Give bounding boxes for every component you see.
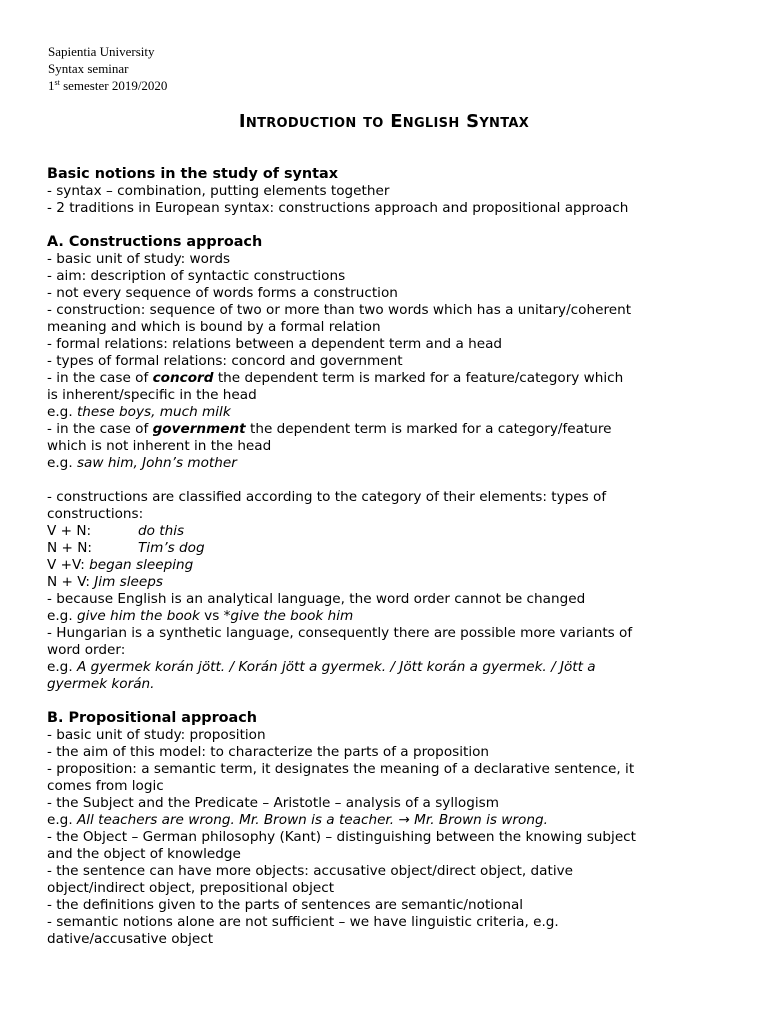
section-heading-b: B. Propositional approach	[47, 710, 258, 726]
document-header	[48, 43, 167, 94]
document-title: Introduction to English Syntax	[238, 111, 530, 132]
section-heading-a: A. Constructions approach	[47, 234, 263, 250]
text-line: - basic unit of study: proposition	[47, 727, 266, 743]
text-line: - 2 traditions in European syntax: constructions approach and propositional approach	[47, 200, 629, 216]
seminar-name: Syntax seminar	[48, 61, 129, 76]
text-line: - in the case of concord the dependent term is marked for a feature/category which	[47, 370, 624, 386]
semester-line: 1st semester 2019/2020	[48, 78, 168, 93]
text-line: - types of formal relations: concord and government	[47, 353, 403, 369]
term-concord: concord	[152, 370, 214, 386]
text-line: - construction: sequence of two or more than two words which has a unitary/coherent	[47, 302, 632, 318]
text-line: comes from logic	[47, 778, 164, 794]
example-line: e.g. A gyermek korán jött. / Korán jött a gyermek. / Jött korán a gyermek. / Jött a	[47, 659, 596, 675]
term-government: government	[152, 421, 246, 437]
example-line: gyermek korán.	[47, 676, 155, 692]
construction-nn: N + N: Tim’s dog	[47, 540, 205, 556]
text-line: object/indirect object, prepositional object	[47, 880, 335, 896]
document-body	[47, 166, 727, 948]
text-line: - the sentence can have more objects: accusative object/direct object, dative	[47, 863, 574, 879]
text-line: - the Subject and the Predicate – Aristotle – analysis of a syllogism	[47, 795, 499, 811]
text-line: - Hungarian is a synthetic language, consequently there are possible more variants of	[47, 625, 633, 641]
construction-vv: V +V: began sleeping	[47, 557, 194, 573]
section-heading-basic: Basic notions in the study of syntax	[47, 166, 339, 182]
text-line: - semantic notions alone are not sufficient – we have linguistic criteria, e.g.	[47, 914, 559, 930]
text-line: is inherent/specific in the head	[47, 387, 257, 403]
text-line: dative/accusative object	[47, 931, 214, 947]
text-line: - syntax – combination, putting elements together	[47, 183, 390, 199]
text-line: - basic unit of study: words	[47, 251, 231, 267]
example-line: e.g. give him the book vs *give the book him	[47, 608, 354, 624]
text-line: - constructions are classified according to the category of their elements: types of	[47, 489, 607, 505]
text-line: - the Object – German philosophy (Kant) – distinguishing between the knowing subject	[47, 829, 636, 845]
text-line: - formal relations: relations between a dependent term and a head	[47, 336, 503, 352]
text-line: - aim: description of syntactic constructions	[47, 268, 346, 284]
construction-vn: V + N: do this	[47, 523, 185, 539]
text-line: - proposition: a semantic term, it designates the meaning of a declarative sentence, it	[47, 761, 635, 777]
example-line: e.g. these boys, much milk	[47, 404, 231, 420]
text-line: constructions:	[47, 506, 144, 522]
text-line: which is not inherent in the head	[47, 438, 272, 454]
text-line: - in the case of government the dependent term is marked for a category/feature	[47, 421, 612, 437]
text-line: meaning and which is bound by a formal relation	[47, 319, 381, 335]
text-line: - the definitions given to the parts of sentences are semantic/notional	[47, 897, 524, 913]
text-line: - the aim of this model: to characterize the parts of a proposition	[47, 744, 490, 760]
text-line: - not every sequence of words forms a construction	[47, 285, 398, 301]
text-line: word order:	[47, 642, 126, 658]
university-name: Sapientia University	[48, 44, 155, 59]
text-line: - because English is an analytical language, the word order cannot be changed	[47, 591, 586, 607]
example-line: e.g. All teachers are wrong. Mr. Brown is a teacher. → Mr. Brown is wrong.	[47, 812, 548, 828]
text-line: and the object of knowledge	[47, 846, 241, 862]
example-line: e.g. saw him, John’s mother	[47, 455, 237, 471]
construction-nv: N + V: Jim sleeps	[47, 574, 163, 590]
